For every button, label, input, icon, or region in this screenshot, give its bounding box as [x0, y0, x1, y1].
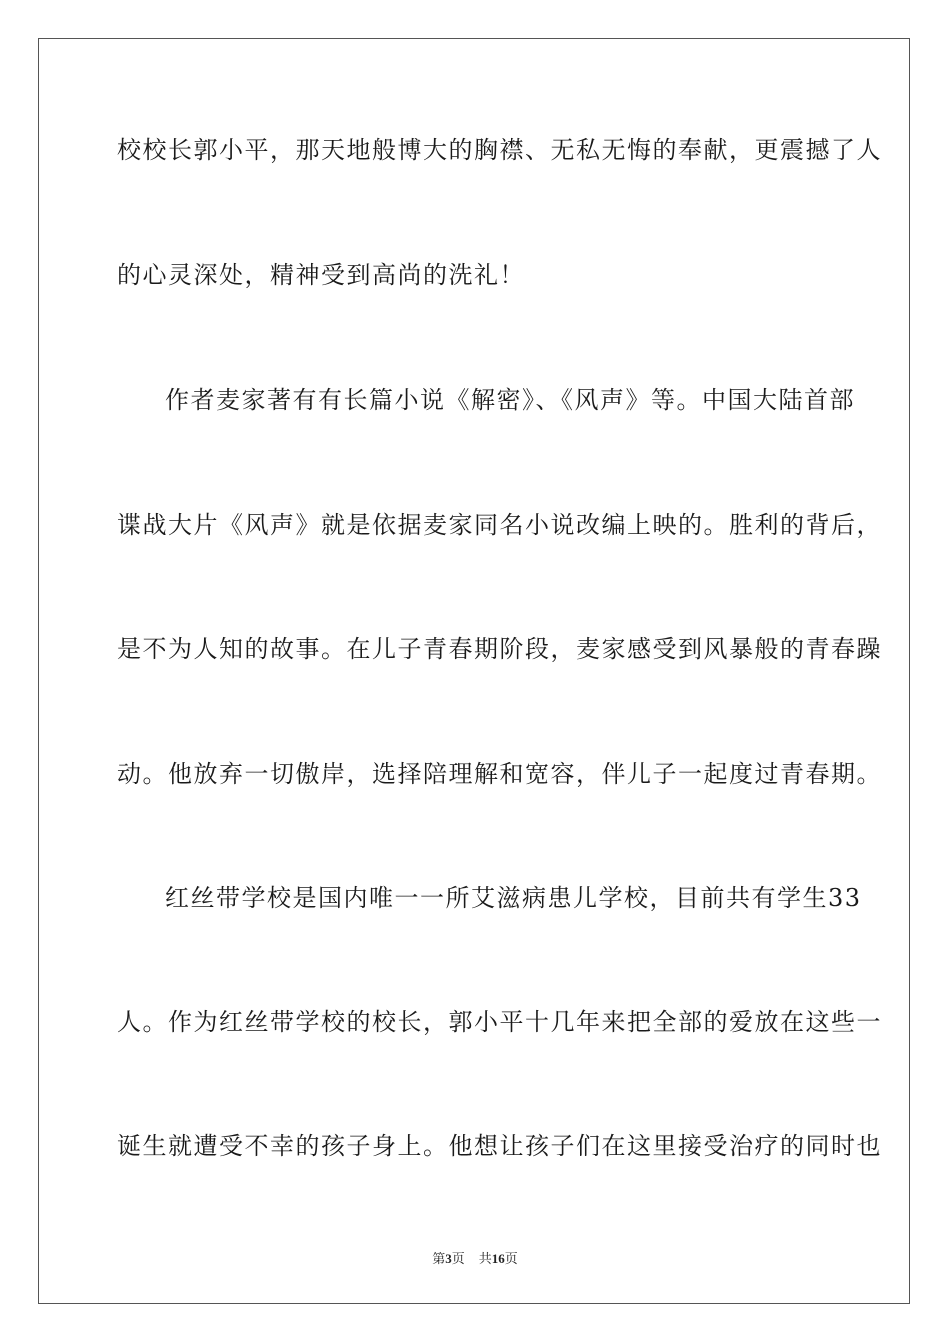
- paragraph-start-line: 红丝带学校是国内唯一一所艾滋病患儿学校，目前共有学生33: [165, 884, 862, 912]
- page-suffix: 页: [451, 1251, 465, 1266]
- text-line-9: 诞生就遭受不幸的孩子身上。他想让孩子们在这里接受治疗的同时也: [117, 1132, 882, 1160]
- text-line-4: 谍战大片《风声》就是依据麦家同名小说改编上映的。胜利的背后，: [117, 511, 882, 539]
- page-prefix: 第: [432, 1251, 446, 1266]
- page-footer: [0, 1248, 950, 1267]
- current-page-number: 3: [445, 1251, 452, 1266]
- total-suffix: 页: [504, 1251, 518, 1266]
- text-line-5: 是不为人知的故事。在儿子青春期阶段，麦家感受到风暴般的青春躁: [117, 635, 882, 663]
- text-line-8: 人。作为红丝带学校的校长，郭小平十几年来把全部的爱放在这些一: [117, 1008, 882, 1036]
- text-line-6: 动。他放弃一切傲岸，选择陪理解和宽容，伴儿子一起度过青春期。: [117, 760, 882, 788]
- paragraph-start-line: 作者麦家著有有长篇小说《解密》、《风声》等。中国大陆首部: [165, 386, 855, 414]
- text-line-1: 校校长郭小平，那天地般博大的胸襟、无私无悔的奉献，更震撼了人: [117, 136, 882, 164]
- total-page-number: 16: [491, 1251, 505, 1266]
- page-border: [38, 38, 910, 1304]
- total-prefix: 共: [478, 1251, 492, 1266]
- text-line-2: 的心灵深处，精神受到高尚的洗礼！: [117, 261, 525, 289]
